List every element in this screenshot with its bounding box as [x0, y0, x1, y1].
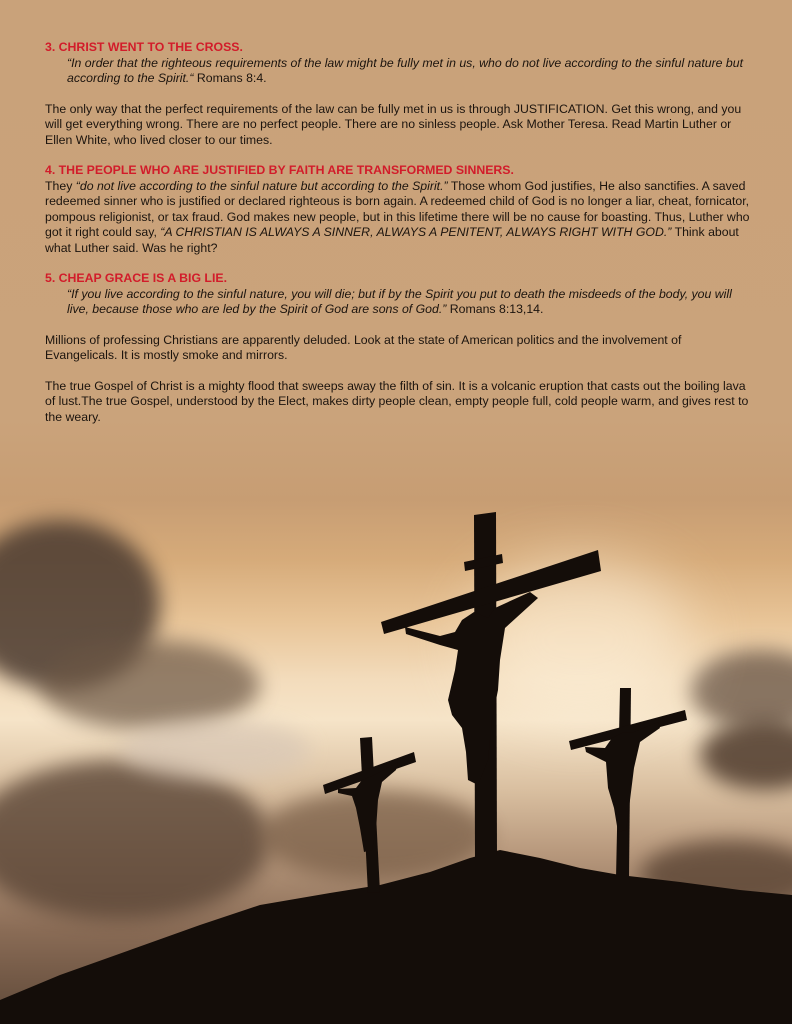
right-cross — [569, 688, 687, 878]
center-cross — [381, 512, 601, 860]
section-4-lead: They — [45, 178, 76, 193]
section-4-heading: 4. THE PEOPLE WHO ARE JUSTIFIED BY FAITH ARE TRANSFORMED SINNERS. — [45, 163, 514, 177]
section-5-quote-text: “If you live according to the sinful nature, you will die; but if by the Spirit you put to death the misdeeds of the body, you will live, because those who are led by the Spirit of God are sons of God.” — [67, 286, 732, 316]
section-3-reference: Romans 8:4. — [193, 71, 267, 85]
section-3-heading: 3. CHRIST WENT TO THE CROSS. — [45, 40, 243, 54]
section-3-quote — [67, 56, 757, 87]
section-5-quote — [67, 287, 757, 318]
paragraph-true-gospel: The true Gospel of Christ is a mighty flood that sweeps away the filth of sin. It is a volcanic eruption that casts out the boiling lava of lust.The true Gospel, understood by the Elect, makes dirty people clean, empty people full, cold people warm, and gives rest to the weary. — [45, 378, 749, 424]
article-text — [45, 40, 757, 425]
section-4-text: Those whom God justifies, He also sanctifies. A saved redeemed sinner who is justified or declared righteous is born again. A redeemed child of God is no longer a liar, cheat, fornicator, pompous religionist, or tax fraud. God makes new people, but in this lifetime there will be no cause for boasting. Thus, Luther who got it right could say, — [45, 178, 750, 239]
section-4-body — [45, 179, 757, 257]
section-5-reference: Romans 8:13,14. — [446, 302, 544, 316]
paragraph-justification: The only way that the perfect requirements of the law can be fully met in us is through JUSTIFICATION. Get this wrong, and you will get everything wrong. There are no perfect people. There are no sinless people. Ask Mother Teresa. Read Martin Luther or Ellen White, who lived closer to our times. — [45, 101, 742, 147]
paragraph-deluded: Millions of professing Christians are apparently deluded. Look at the state of American politics and the involvement of Evangelicals. It is mostly smoke and mirrors. — [45, 332, 682, 362]
left-cross — [323, 737, 416, 893]
hill-silhouette — [0, 850, 792, 1024]
section-4-tail: Think about what Luther said. Was he right? — [45, 225, 739, 255]
section-5-heading: 5. CHEAP GRACE IS A BIG LIE. — [45, 271, 227, 285]
section-3-quote-text: “In order that the righteous requirements of the law might be fully met in us, who do not live according to the sinful nature but according to the Spirit.“ — [67, 55, 744, 85]
section-4-quote: “do not live according to the sinful nature but according to the Spirit.” — [75, 178, 448, 193]
luther-quote: “A CHRISTIAN IS ALWAYS A SINNER, ALWAYS A PENITENT, ALWAYS RIGHT WITH GOD.” — [160, 225, 672, 239]
